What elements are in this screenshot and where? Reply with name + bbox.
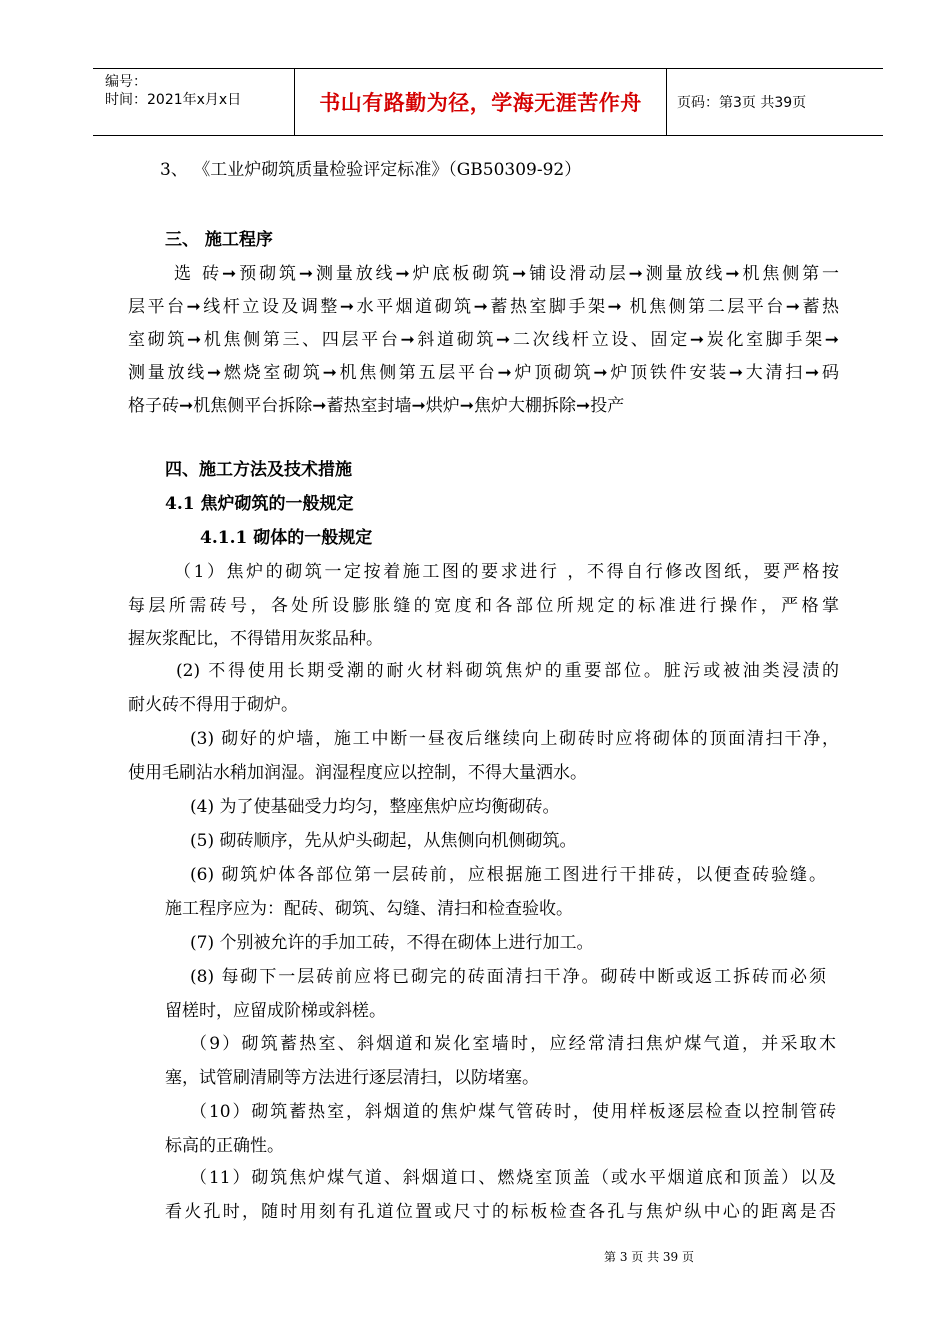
paragraph-8-line-1: (8) 每砌下一层砖前应将已砌完的砖面清扫干净。砌砖中断或返工拆砖而必须 [190, 967, 826, 987]
paragraph-11-line-1: （11）砌筑焦炉煤气道、斜烟道口、燃烧室顶盖（或水平烟道底和顶盖）以及 [190, 1168, 836, 1188]
paragraph-8-line-2: 留槎时，应留成阶梯或斜槎。 [165, 1001, 386, 1021]
paragraph-4: (4) 为了使基础受力均匀，整座焦炉应均衡砌砖。 [190, 797, 560, 817]
document-time-label: 时间：2021年x月x日 [105, 92, 242, 108]
paragraph-11-line-2: 看火孔时，随时用刻有孔道位置或尺寸的标板检查各孔与焦炉纵中心的距离是否 [165, 1202, 836, 1222]
document-number-label: 编号： [105, 74, 147, 90]
paragraph-2-line-2: 耐火砖不得用于砌炉。 [128, 695, 298, 715]
procedure-line-1: 选 砖➞预砌筑➞测量放线➞炉底板砌筑➞铺设滑动层➞测量放线➞机焦侧第一 [174, 264, 839, 284]
paragraph-1-line-2: 每层所需砖号，各处所设膨胀缝的宽度和各部位所规定的标准进行操作，严格掌 [128, 596, 839, 616]
paragraph-1-line-1: （1）焦炉的砌筑一定按着施工图的要求进行 ，不得自行修改图纸，要严格按 [174, 562, 839, 582]
procedure-line-3: 室砌筑➞机焦侧第三、四层平台➞斜道砌筑➞二次线杆立设、固定➞炭化室脚手架➞ [128, 330, 839, 350]
subsection-heading-4-1-1: 4.1.1 砌体的一般规定 [200, 528, 373, 548]
page-header [93, 68, 883, 136]
header-page-cell [667, 69, 883, 135]
paragraph-6-line-1: (6) 砌筑炉体各部位第一层砖前，应根据施工图进行干排砖，以便查砖验缝。 [190, 865, 826, 885]
subsection-heading-4-1: 4.1 焦炉砌筑的一般规定 [165, 494, 354, 514]
procedure-line-5: 格子砖➞机焦侧平台拆除➞蓄热室封墙➞烘炉➞焦炉大棚拆除➞投产 [128, 396, 625, 416]
paragraph-3-line-1: (3) 砌好的炉墙，施工中断一昼夜后继续向上砌砖时应将砌体的顶面清扫干净， [190, 729, 839, 749]
header-page-label: 页码：第3页 共39页 [677, 95, 807, 111]
paragraph-3-line-2: 使用毛刷沾水稍加润湿。润湿程度应以控制，不得大量洒水。 [128, 763, 587, 783]
paragraph-2-line-1: (2) 不得使用长期受潮的耐火材料砌筑焦炉的重要部位。脏污或被油类浸渍的 [176, 661, 839, 681]
section-heading-3: 三、 施工程序 [165, 230, 273, 250]
paragraph-1-line-3: 握灰浆配比，不得错用灰浆品种。 [128, 629, 383, 649]
header-motto-cell [295, 69, 667, 135]
procedure-line-2: 层平台➞线杆立设及调整➞水平烟道砌筑➞蓄热室脚手架➞ 机焦侧第二层平台➞蓄热 [128, 297, 839, 317]
paragraph-6-line-2: 施工程序应为：配砖、砌筑、勾缝、清扫和检查验收。 [165, 899, 573, 919]
paragraph-10-line-1: （10）砌筑蓄热室，斜烟道的焦炉煤气管砖时，使用样板逐层检查以控制管砖 [190, 1102, 836, 1122]
header-info-cell [93, 69, 295, 135]
paragraph-9-line-1: （9）砌筑蓄热室、斜烟道和炭化室墙时，应经常清扫焦炉煤气道，并采取木 [190, 1034, 836, 1054]
paragraph-7: (7) 个别被允许的手加工砖，不得在砌体上进行加工。 [190, 933, 594, 953]
paragraph-10-line-2: 标高的正确性。 [165, 1136, 284, 1156]
page-footer: 第 3 页 共 39 页 [604, 1250, 694, 1264]
reference-item-3: 3、 《工业炉砌筑质量检验评定标准》（GB50309-92） [160, 160, 582, 180]
paragraph-5: (5) 砌砖顺序，先从炉头砌起，从焦侧向机侧砌筑。 [190, 831, 577, 851]
paragraph-9-line-2: 塞，试管刷清刷等方法进行逐层清扫，以防堵塞。 [165, 1068, 539, 1088]
header-motto: 书山有路勤为径，学海无涯苦作舟 [319, 91, 642, 115]
procedure-line-4: 测量放线➞燃烧室砌筑➞机焦侧第五层平台➞炉顶砌筑➞炉顶铁件安装➞大清扫➞码 [128, 363, 839, 383]
section-heading-4: 四、施工方法及技术措施 [165, 460, 352, 480]
